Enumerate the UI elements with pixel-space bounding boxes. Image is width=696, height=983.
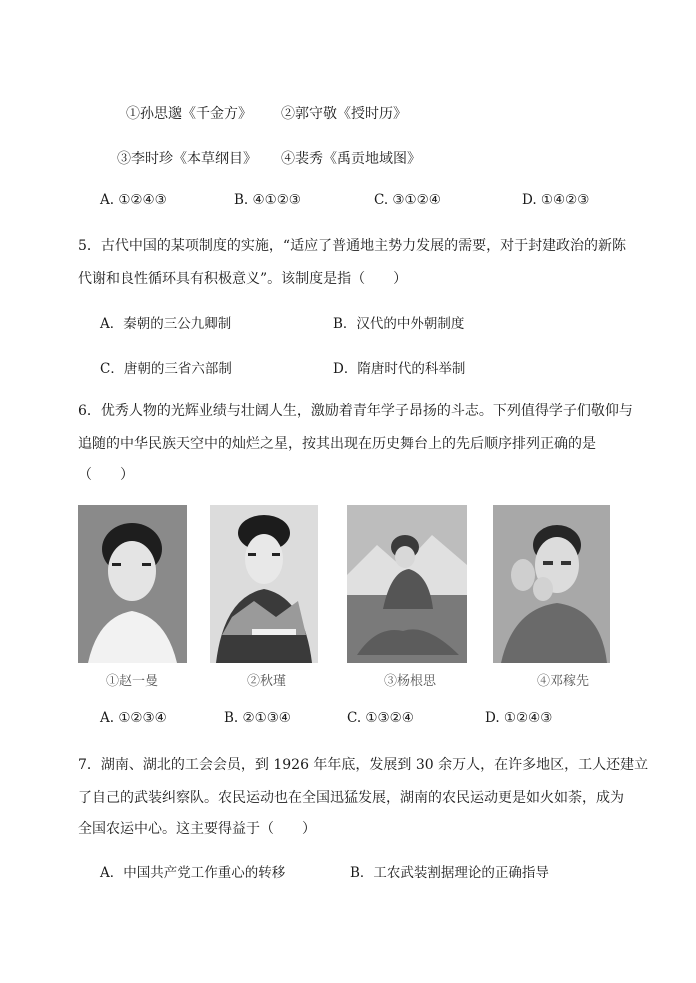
q5-option-a: A．秦朝的三公九卿制	[100, 316, 232, 332]
q7-option-b: B．工农武装割据理论的正确指导	[350, 865, 549, 881]
q4-option-c: C. ③①②④	[374, 192, 441, 208]
q5-stem-line-1: 5．古代中国的某项制度的实施，“适应了普通地主势力发展的需要，对于封建政治的新陈	[78, 238, 627, 254]
q4-option-d: D. ①④②③	[522, 192, 590, 208]
q6-stem-line-1: 6．优秀人物的光辉业绩与壮阔人生，激励着青年学子昂扬的斗志。下列值得学子们敬仰与	[78, 403, 633, 419]
caption-3: ③杨根思	[384, 674, 437, 689]
photo-yang-gensi	[347, 505, 467, 663]
q6-option-b: B. ②①③④	[224, 710, 291, 726]
portrait-qiu-jin	[210, 505, 318, 663]
q4-option-b: B. ④①②③	[234, 192, 301, 208]
q4-item-3: ③李时珍《本草纲目》	[117, 151, 257, 167]
q5-option-b: B．汉代的中外朝制度	[333, 316, 465, 332]
caption-4: ④邓稼先	[537, 674, 590, 689]
q5-option-d: D．隋唐时代的科举制	[333, 361, 466, 377]
caption-1: ①赵一曼	[106, 674, 159, 689]
q4-item-4: ④裴秀《禹贡地域图》	[281, 151, 421, 167]
q7-option-a: A．中国共产党工作重心的转移	[100, 865, 286, 881]
q7-stem-line-3: 全国农运中心。这主要得益于（ ）	[78, 821, 316, 837]
photo-deng-jiaxian	[493, 505, 610, 663]
q7-stem-line-1: 7．湖南、湖北的工会会员，到 1926 年年底，发展到 30 余万人，在许多地区，工人还建立	[78, 757, 649, 773]
portrait-zhao-yiman	[78, 505, 187, 663]
q5-stem-line-2: 代谢和良性循环具有积极意义”。该制度是指（ ）	[78, 271, 408, 287]
q4-item-1: ①孙思邈《千金方》	[126, 106, 252, 122]
q4-item-2: ②郭守敬《授时历》	[281, 106, 407, 122]
q4-option-a: A. ①②④③	[100, 192, 167, 208]
q6-option-a: A. ①②③④	[100, 710, 167, 726]
q5-option-c: C．唐朝的三省六部制	[100, 361, 232, 377]
q7-stem-line-2: 了自己的武装纠察队。农民运动也在全国迅猛发展，湖南的农民运动更是如火如荼，成为	[78, 790, 624, 806]
q6-option-d: D. ①②④③	[485, 710, 553, 726]
caption-2: ②秋瑾	[247, 674, 287, 689]
q6-option-c: C. ①③②④	[347, 710, 414, 726]
q6-stem-line-2: 追随的中华民族天空中的灿烂之星，按其出现在历史舞台上的先后顺序排列正确的是	[78, 436, 596, 452]
q6-stem-line-3: （ ）	[78, 467, 134, 483]
